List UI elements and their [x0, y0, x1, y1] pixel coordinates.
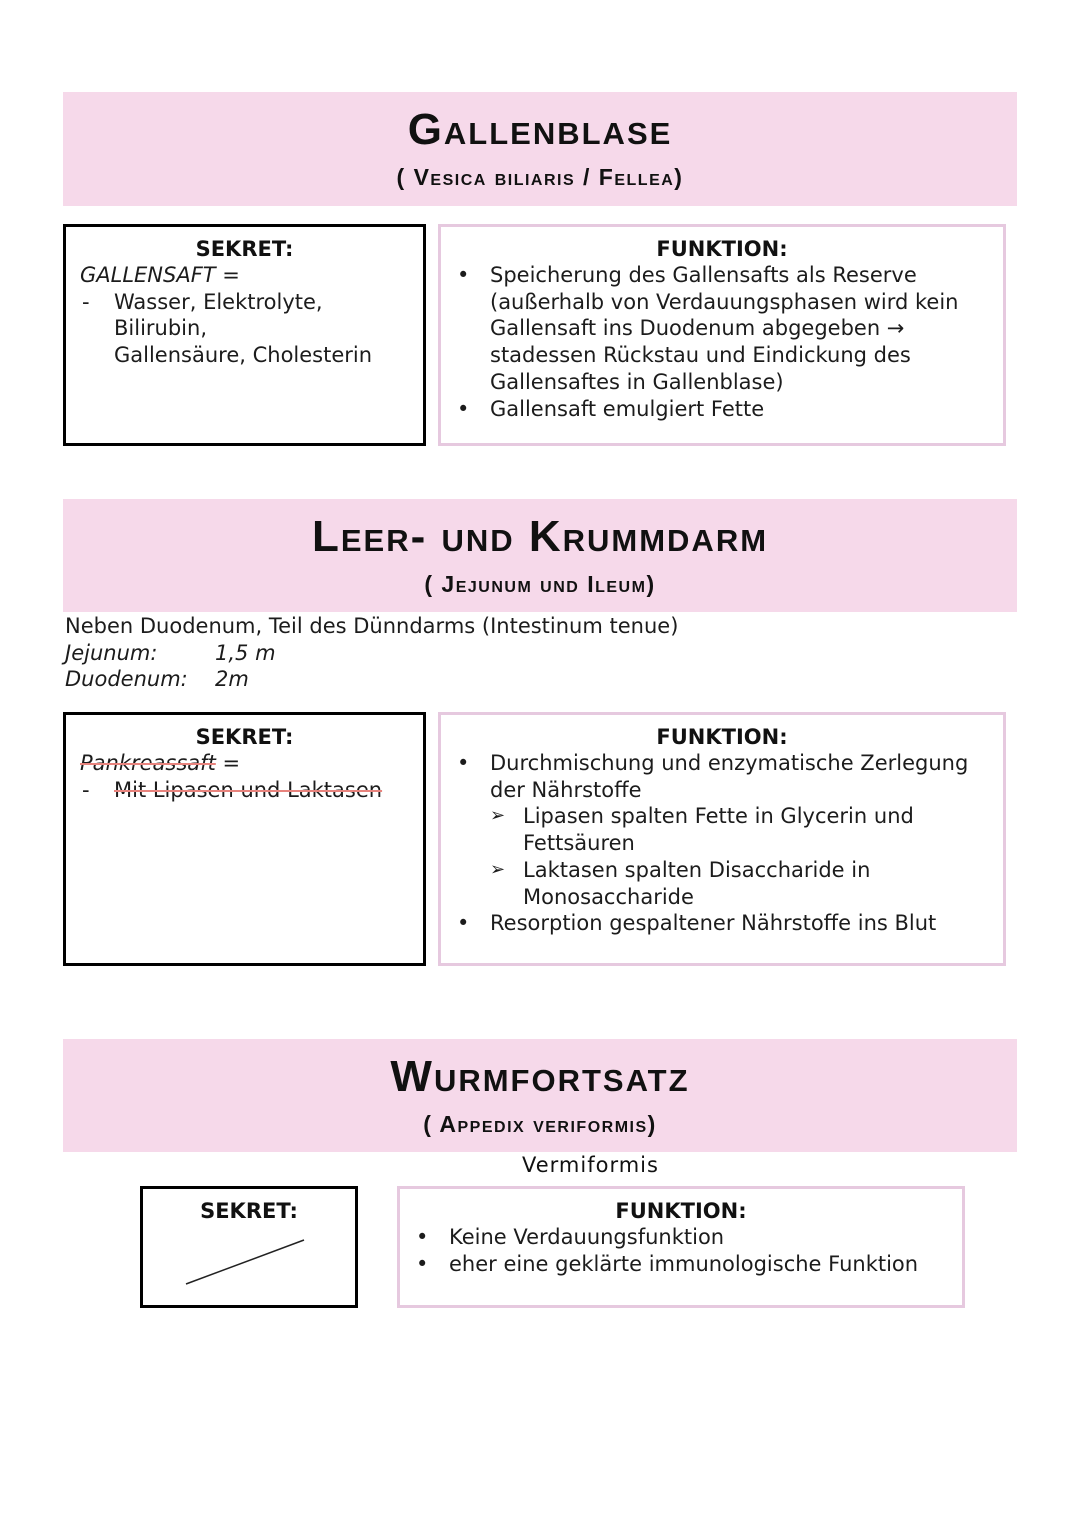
sub-list: [490, 803, 989, 910]
section-header-wurmfortsatz: [63, 1039, 1017, 1152]
dash-marker: -: [82, 289, 90, 314]
list-item: • Speicherung des Gallensafts als Reserve (außerhalb von Verdauungsphasen wird kein Gallensaft ins Duodenum abgegeben → stadessen Rückstau und Eindickung des Gallensaftes in Gallenblase): [455, 262, 989, 396]
sekret-item-line: Wasser, Elektrolyte, Bilirubin,: [114, 289, 323, 341]
list-item: • Resorption gespaltener Nährstoffe ins Blut: [455, 910, 989, 937]
sekret-list-item: [80, 289, 409, 369]
sekret-intro: GALLENSAFT =: [80, 263, 240, 287]
section-header-gallenblase: [63, 92, 1017, 206]
info-value: 2m: [215, 667, 249, 692]
section-subtitle: ( Vesica biliaris / Fellea): [396, 164, 684, 190]
sekret-intro-line: [80, 750, 409, 777]
sekret-intro: Pankreassaft: [80, 751, 216, 775]
funktion-heading: FUNKTION:: [656, 725, 788, 749]
sekret-box: [140, 1186, 358, 1308]
list-item: • Keine Verdauungsfunktion: [414, 1224, 948, 1251]
list-item: [455, 750, 989, 910]
empty-slash-line: [140, 1186, 358, 1308]
list-item: • eher eine geklärte immunologische Funktion: [414, 1251, 948, 1278]
section-title: Leer- und Krummdarm: [311, 512, 769, 561]
info-line: Neben Duodenum, Teil des Dünndarms (Intestinum tenue): [65, 614, 679, 638]
section-title: Gallenblase: [407, 105, 673, 154]
section-subtitle: ( Jejunum und Ileum): [424, 571, 656, 597]
info-block: [65, 613, 965, 693]
sekret-box: [63, 712, 426, 966]
info-row-jejunum: [65, 640, 965, 667]
sekret-intro-suffix: =: [215, 751, 241, 775]
info-value: 1,5 m: [215, 640, 276, 665]
sekret-item-line: Mit Lipasen und Laktasen: [114, 777, 383, 802]
sub-list-item: ➢ Lipasen spalten Fette in Glycerin und Fettsäuren: [490, 803, 989, 856]
sekret-box: [63, 224, 426, 446]
funktion-heading: FUNKTION:: [615, 1199, 747, 1223]
funktion-heading: FUNKTION:: [656, 237, 788, 261]
section-title: Wurmfortsatz: [390, 1052, 690, 1101]
dash-marker: -: [82, 777, 90, 802]
section-header-leer-und-krummdarm: [63, 499, 1017, 612]
info-label: Jejunum:: [65, 640, 158, 665]
section-subtitle: ( Appedix veriformis): [423, 1111, 657, 1137]
funktion-box: [397, 1186, 965, 1308]
info-row-duodenum: [65, 666, 965, 693]
list-item-text: • Durchmischung und enzymatische Zerlegung der Nährstoffe: [490, 751, 969, 802]
funktion-box: [438, 224, 1006, 446]
funktion-list: [455, 750, 989, 937]
list-item: • Gallensaft emulgiert Fette: [455, 396, 989, 423]
info-label: Duodenum:: [65, 667, 188, 692]
funktion-list: [455, 262, 989, 422]
sekret-heading: SEKRET:: [200, 1199, 298, 1223]
sekret-item-line: Gallensäure, Cholesterin: [114, 343, 373, 368]
handwritten-note: Vermiformis: [522, 1153, 659, 1177]
sekret-heading: SEKRET:: [195, 725, 294, 749]
sekret-list-item: [80, 777, 409, 804]
sub-list-item: ➢ Laktasen spalten Disaccharide in Monosaccharide: [490, 857, 989, 910]
funktion-box: [438, 712, 1006, 966]
funktion-list: [414, 1224, 948, 1277]
sekret-heading: SEKRET:: [195, 237, 294, 261]
